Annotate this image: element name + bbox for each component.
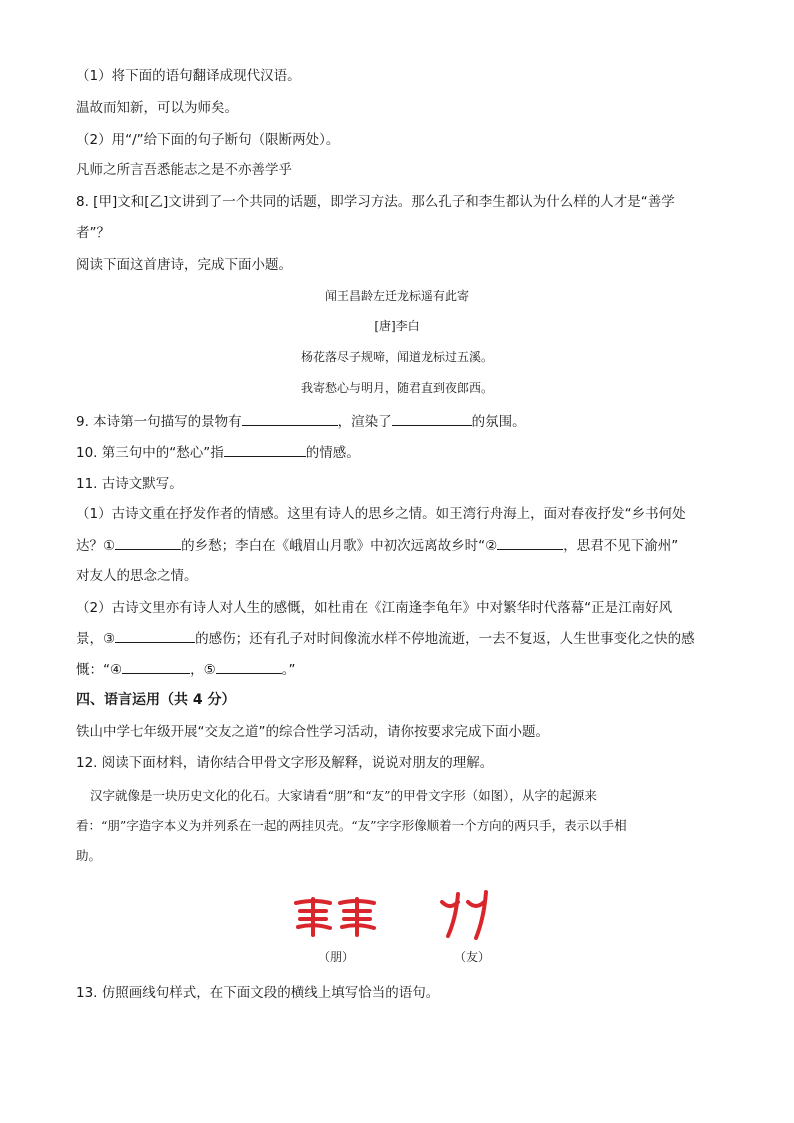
poem-author: [唐]李白 xyxy=(374,319,420,333)
answer-blank[interactable] xyxy=(115,535,181,550)
oracle-bone-you-icon xyxy=(436,888,496,942)
section-heading: 四、语言运用（共 4 分） xyxy=(76,692,236,708)
poem-line-2: 我寄愁心与明月，随君直到夜郎西。 xyxy=(300,381,493,395)
q8-line2: 者”？ xyxy=(76,225,110,241)
figure-caption-you: （友） xyxy=(454,950,491,964)
q12: 12. 阅读下面材料，请你结合甲骨文字形及解释，说说对朋友的理解。 xyxy=(76,755,494,771)
answer-blank[interactable] xyxy=(242,411,338,426)
q11-p1-line1: （1）古诗文重在抒发作者的情感。这里有诗人的思乡之情。如王湾行舟海上，面对春夜抒发“乡书何处 xyxy=(76,506,686,522)
q13: 13. 仿照画线句样式，在下面文段的横线上填写恰当的语句。 xyxy=(76,985,440,1001)
q9: 9. 本诗第一句描写的景物有 ，渲染了 的氛围。 xyxy=(76,411,526,432)
q11-p2-line2: 景，③ 的感伤；还有孔子对时间像流水样不停地流逝，一去不复返，人生世事变化之快的感 xyxy=(76,628,695,649)
q11-p1-line3: 对友人的思念之情。 xyxy=(76,568,198,584)
q8-line1: 8. [甲]文和[乙]文讲到了一个共同的话题，即学习方法。那么孔子和李生都认为什么样的人才是“善学 xyxy=(76,194,675,210)
figure-caption-peng: （朋） xyxy=(318,950,355,964)
answer-blank[interactable] xyxy=(392,411,472,426)
answer-blank[interactable] xyxy=(216,659,282,674)
q11-p2-line1: （2）古诗文里亦有诗人对人生的感慨，如杜甫在《江南逢李龟年》中对繁华时代落幕“正是江南好风 xyxy=(76,600,673,616)
q11-p1-line2: 达？① 的乡愁；李白在《峨眉山月歌》中初次远离故乡时“② ，思君不见下渝州” xyxy=(76,535,678,556)
q10: 10. 第三句中的“愁心”指 的情感。 xyxy=(76,442,360,463)
material-line-1: 汉字就像是一块历史文化的化石。大家请看“朋”和“友”的甲骨文字形（如图），从字的起源来 xyxy=(90,788,597,803)
oracle-bone-peng-icon xyxy=(290,893,380,939)
activity-intro: 铁山中学七年级开展“交友之道”的综合性学习活动，请你按要求完成下面小题。 xyxy=(76,724,549,740)
q7-part2-instruction: （2）用“/”给下面的句子断句（限断两处）。 xyxy=(76,132,340,148)
q11-title: 11. 古诗文默写。 xyxy=(76,476,183,492)
poem-line-1: 杨花落尽子规啼，闻道龙标过五溪。 xyxy=(300,350,493,364)
q11-p2-line3: 慨：“④ ，⑤ 。” xyxy=(76,659,295,680)
material-line-2: 看：“朋”字造字本义为并列系在一起的两挂贝壳。“友”字字形像顺着一个方向的两只手，表示以手相 xyxy=(76,818,627,833)
poem-intro: 阅读下面这首唐诗，完成下面小题。 xyxy=(76,257,292,273)
answer-blank[interactable] xyxy=(115,628,195,643)
answer-blank[interactable] xyxy=(122,659,190,674)
q7-punctuate-sentence: 凡师之所言吾悉能志之是不亦善学乎 xyxy=(76,162,292,178)
material-line-3: 助。 xyxy=(76,848,102,863)
answer-blank[interactable] xyxy=(224,442,306,457)
poem-title: 闻王昌龄左迁龙标遥有此寄 xyxy=(324,289,469,303)
q7-translate-sentence: 温故而知新，可以为师矣。 xyxy=(76,100,238,116)
answer-blank[interactable] xyxy=(497,535,563,550)
q7-part1-instruction: （1）将下面的语句翻译成现代汉语。 xyxy=(76,68,301,84)
